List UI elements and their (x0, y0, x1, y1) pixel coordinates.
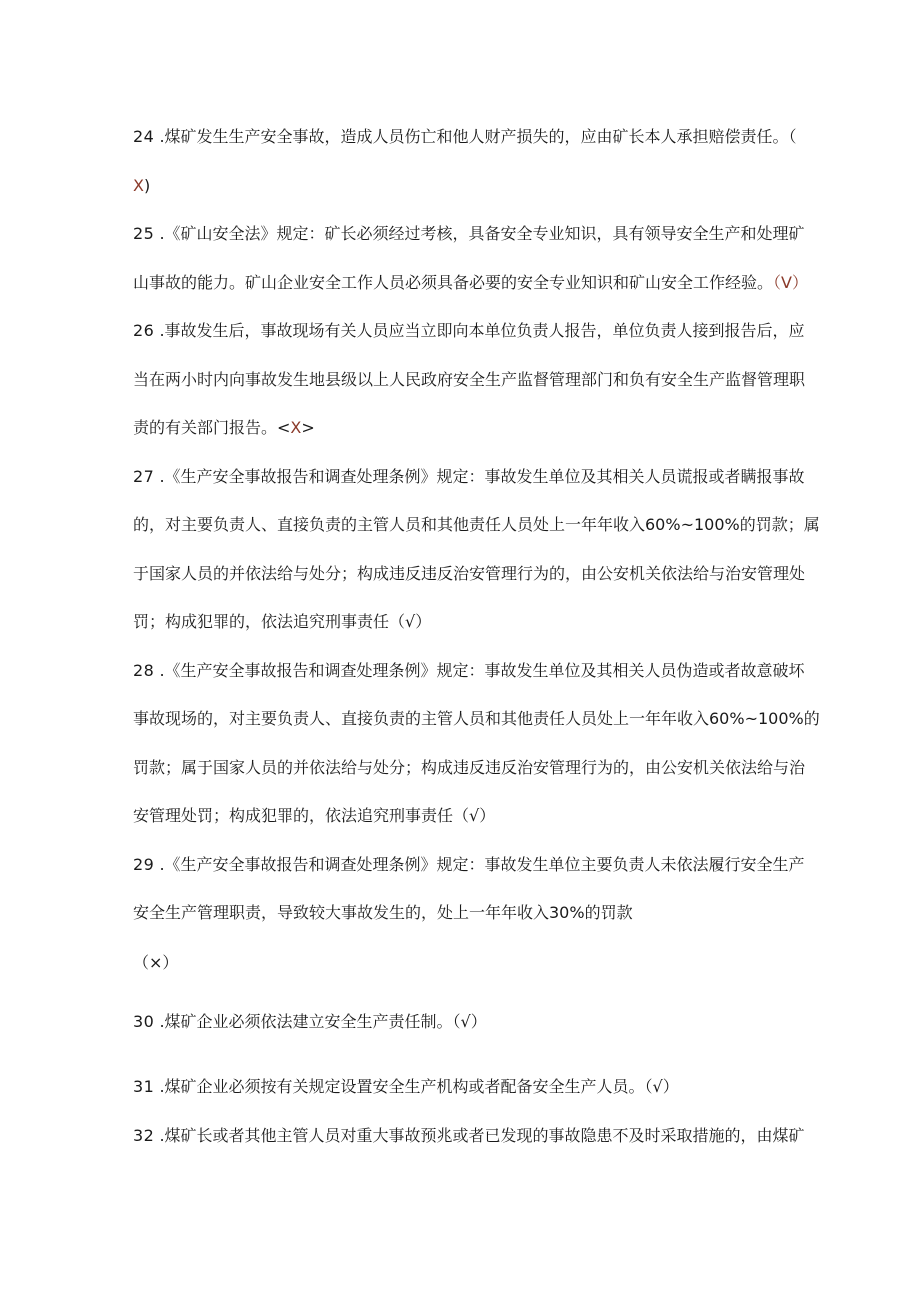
item-text: .事故发生后，事故现场有关人员应当立即向本单位负责人报告，单位负责人接到报告后，应 (154, 321, 805, 340)
item-text: 的，对主要负责人、直接负责的主管人员和其他责任人员处上一年年收入60%~100%的罚款；属 (133, 515, 820, 534)
item-number: 32 (133, 1126, 155, 1145)
item-28-line-2 (133, 708, 820, 730)
item-text: 事故现场的，对主要负责人、直接负责的主管人员和其他责任人员处上一年年收入60%~100%的 (133, 709, 820, 728)
item-27-line-2 (133, 514, 820, 536)
item-text: 责的有关部门报告。< (133, 418, 291, 437)
item-number: 28 (133, 661, 155, 680)
item-31-line-1 (133, 1076, 803, 1098)
item-text: 当在两小时内向事故发生地县级以上人民政府安全生产监督管理部门和负有安全生产监督管理职 (133, 370, 806, 389)
item-text: .煤矿企业必须依法建立安全生产责任制。（√） (154, 1012, 487, 1031)
item-text: .煤矿企业必须按有关规定设置安全生产机构或者配备安全生产人员。（√） (154, 1077, 679, 1096)
item-text: .煤矿长或者其他主管人员对重大事故预兆或者已发现的事故隐患不及时采取措施的，由煤矿 (154, 1126, 805, 1145)
item-text: .煤矿发生生产安全事故，造成人员伤亡和他人财产损失的，应由矿长本人承担赔偿责任。（ (154, 127, 797, 146)
item-26-line-3 (133, 417, 803, 439)
item-28-line-1 (133, 660, 803, 682)
item-29-line-2 (133, 902, 803, 924)
item-24-line-2 (133, 175, 803, 197)
item-29-line-3 (133, 952, 803, 974)
item-29-line-1 (133, 854, 803, 876)
item-26-line-1 (133, 320, 803, 342)
item-text: （×） (133, 953, 179, 972)
item-number: 29 (133, 855, 155, 874)
item-text: .《生产安全事故报告和调查处理条例》规定：事故发生单位及其相关人员伪造或者故意破坏 (154, 661, 805, 680)
item-number: 31 (133, 1077, 155, 1096)
item-text: .《生产安全事故报告和调查处理条例》规定：事故发生单位及其相关人员谎报或者瞒报事故 (154, 467, 805, 486)
item-number: 26 (133, 321, 155, 340)
item-text: ) (143, 176, 151, 195)
item-text: 安管理处罚；构成犯罪的，依法追究刑事责任（√） (133, 806, 496, 825)
answer-mark: （V） (773, 273, 808, 292)
item-text: 罚；构成犯罪的，依法追究刑事责任（√） (133, 612, 432, 631)
item-text: 罚款；属于国家人员的并依法给与处分；构成违反违反治安管理行为的，由公安机关依法给与治 (133, 758, 806, 777)
item-26-line-2 (133, 369, 806, 391)
answer-mark: X (133, 176, 144, 195)
item-32-line-1 (133, 1125, 803, 1147)
item-24-line-1 (133, 126, 803, 148)
item-25-line-1 (133, 223, 803, 245)
item-28-line-3 (133, 757, 806, 779)
item-27-line-1 (133, 466, 803, 488)
item-27-line-4 (133, 611, 803, 633)
item-text: .《生产安全事故报告和调查处理条例》规定：事故发生单位主要负责人未依法履行安全生产 (154, 855, 805, 874)
answer-mark: X (290, 418, 302, 437)
item-text: .《矿山安全法》规定：矿长必须经过考核，具备安全专业知识，具有领导安全生产和处理矿 (154, 224, 805, 243)
item-text: 山事故的能力。矿山企业安全工作人员必须具备必要的安全专业知识和矿山安全工作经验。 (133, 273, 774, 292)
item-30-line-1 (133, 1011, 803, 1033)
item-27-line-3 (133, 563, 806, 585)
item-text: > (301, 418, 315, 437)
item-number: 24 (133, 127, 155, 146)
item-number: 25 (133, 224, 155, 243)
item-number: 27 (133, 467, 155, 486)
item-number: 30 (133, 1012, 155, 1031)
item-text: 安全生产管理职责，导致较大事故发生的，处上一年年收入30%的罚款 (133, 903, 633, 922)
item-28-line-4 (133, 805, 803, 827)
item-text: 于国家人员的并依法给与处分；构成违反违反治安管理行为的，由公安机关依法给与治安管理处 (133, 564, 806, 583)
item-25-line-2 (133, 272, 808, 294)
